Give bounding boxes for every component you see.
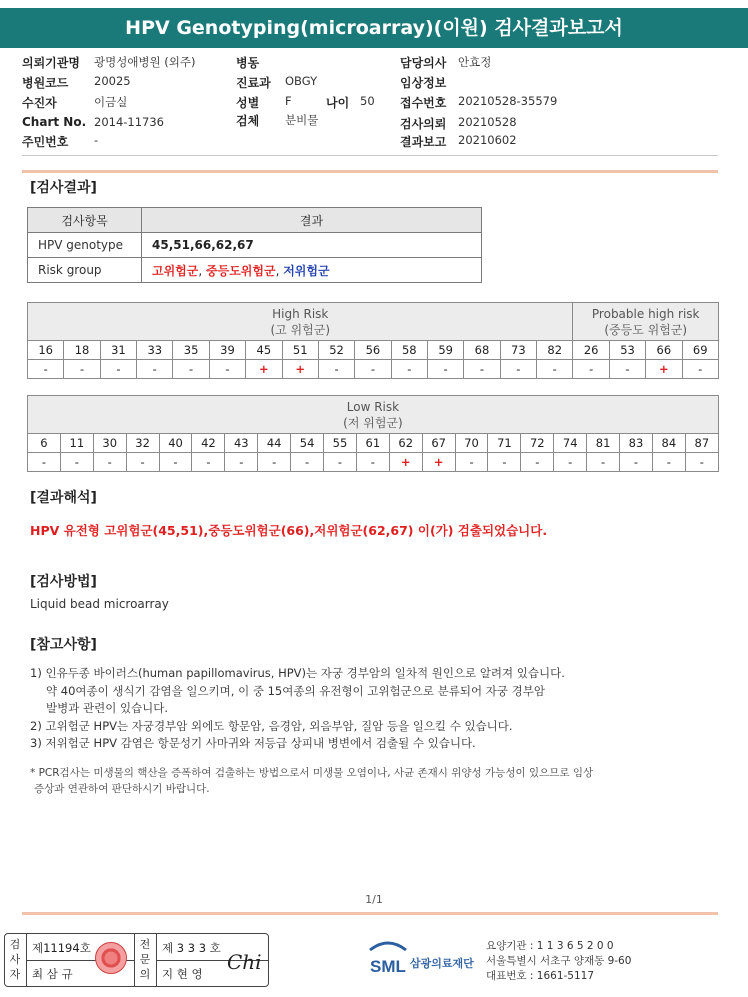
fine-print-line: 증상과 연관하여 판단하시기 바랍니다. [34,782,210,795]
genotype-label: HPV genotype [28,233,142,258]
interpretation-text: HPV 유전형 고위험군(45,51),중등도위험군(66),저위험군(62,67) 이(가) 검출되었습니다. [30,523,548,538]
note-line: 3) 저위험군 HPV 감염은 항문성기 사마귀와 저등급 상피내 병변에서 검출될 수 있습니다. [30,736,476,750]
note-line: 발병과 관련이 있습니다. [46,701,169,715]
institution-value: 광명성애병원 (외주) [94,55,196,69]
doctor-label: 담당의사 [400,56,447,70]
examiner-vertical-label [7,937,23,982]
genotype-cell: 33 [137,341,173,360]
genotype-cell: 45 [246,341,282,360]
company-phone: 대표번호 : 1661-5117 [486,970,595,982]
genotype-cell: 56 [355,341,391,360]
genotype-result-cell: - [685,453,718,472]
genotype-result-cell: - [258,453,291,472]
genotype-result-cell: + [646,360,682,379]
genotype-result-cell: - [324,453,357,472]
ward-label: 병동 [236,56,260,70]
genotype-cell: 74 [554,434,587,453]
genotype-cell: 53 [609,341,645,360]
genotype-result-cell: - [356,453,389,472]
dept-label: 진료과 [236,76,271,90]
company-info [486,939,631,984]
genotype-result-cell: - [137,360,173,379]
risk-sep: , [198,263,207,278]
section-notes-title: [참고사항] [30,637,97,653]
low-risk-title: Low Risk [346,399,400,414]
risk-value [142,258,482,283]
genotype-cell: 58 [391,341,427,360]
col-item-header: 검사항목 [28,208,142,233]
chart-value: 2014-11736 [94,115,164,129]
genotype-result-cell: - [587,453,620,472]
chart-label: Chart No. [22,115,87,129]
genotype-result-cell: - [609,360,645,379]
risk-label: Risk group [28,258,142,283]
specialist-signature: Chi [227,950,262,974]
patient-label: 수진자 [22,96,57,110]
genotype-cell: 42 [192,434,225,453]
genotype-result-cell: - [391,360,427,379]
genotype-cell: 87 [685,434,718,453]
genotype-cell: 55 [324,434,357,453]
rrn-label: 주민번호 [22,135,69,149]
genotype-result-cell: - [652,453,685,472]
specialist-label-char: 의 [139,968,151,981]
risk-mid: 중등도위험군 [206,263,276,278]
risk-low: 저위험군 [283,263,330,278]
report-label: 결과보고 [400,135,447,149]
method-text: Liquid bead microarray [30,597,169,611]
genotype-cell: 54 [291,434,324,453]
genotype-cell: 62 [389,434,422,453]
genotype-result-cell: - [126,453,159,472]
genotype-result-cell: - [225,453,258,472]
specialist-label-char: 전 [139,938,151,951]
sex-label: 성별 [236,96,260,110]
genotype-result-cell: - [209,360,245,379]
genotype-cell: 43 [225,434,258,453]
code-label: 병원코드 [22,76,69,90]
genotype-result-cell: - [60,453,93,472]
genotype-result-cell: - [521,453,554,472]
genotype-result-cell: - [159,453,192,472]
examiner-name: 최 삼 규 [32,967,73,981]
code-value: 20025 [94,74,131,88]
genotype-cell: 26 [573,341,609,360]
clinical-label: 임상정보 [400,76,447,90]
section-result-title: [검사결과] [30,180,97,196]
genotype-result-cell: - [464,360,500,379]
company-name: 삼광의료재단 [410,957,474,970]
company-address: 서울특별시 서초구 양재동 9-60 [486,955,632,967]
high-risk-title: High Risk [272,306,329,321]
notes-list [30,665,565,753]
risk-sep: , [275,263,284,278]
genotype-result-cell: - [28,453,61,472]
genotype-result-cell: - [28,360,64,379]
result-table [27,207,482,283]
genotype-cell: 84 [652,434,685,453]
genotype-value: 45,51,66,62,67 [142,233,482,258]
high-risk-subtitle: (고 위험군) [270,322,330,337]
genotype-result-cell: - [427,360,463,379]
low-risk-header [28,396,719,434]
genotype-cell: 30 [93,434,126,453]
patient-value: 이금실 [94,95,128,109]
genotype-cell: 31 [100,341,136,360]
examiner-label-char: 자 [9,968,21,981]
request-value: 20210528 [458,115,517,129]
genotype-result-cell: - [64,360,100,379]
fine-print [30,766,593,797]
genotype-cell: 44 [258,434,291,453]
genotype-result-cell: - [682,360,718,379]
report-title: HPV Genotyping(microarray)(이원) 검사결과보고서 [0,8,748,48]
genotype-cell: 51 [282,341,318,360]
genotype-result-cell: + [389,453,422,472]
sex-value: F [285,94,292,108]
genotype-cell: 16 [28,341,64,360]
specialist-label-char: 문 [139,953,151,966]
genotype-cell: 35 [173,341,209,360]
genotype-cell: 70 [455,434,488,453]
genotype-result-cell: - [100,360,136,379]
genotype-cell: 61 [356,434,389,453]
divider [22,912,718,915]
genotype-cell: 52 [318,341,354,360]
specimen-label: 검체 [236,114,260,128]
signature-box [4,933,269,987]
accession-label: 접수번호 [400,96,447,110]
genotype-cell: 11 [60,434,93,453]
genotype-cell: 18 [64,341,100,360]
probable-risk-title: Probable high risk [591,306,700,321]
institution-code: 요양기관 : 1 1 3 6 5 2 0 0 [486,940,614,952]
probable-risk-header [573,303,718,341]
genotype-cell: 69 [682,341,718,360]
genotype-cell: 82 [537,341,573,360]
institution-label: 의뢰기관명 [22,56,80,70]
genotype-result-cell: - [554,453,587,472]
report-value: 20210602 [458,133,517,147]
specialist-vertical-label [137,937,153,982]
doctor-value: 안효정 [458,55,492,69]
genotype-cell: 81 [587,434,620,453]
page-number: 1/1 [365,893,383,906]
age-label: 나이 [326,96,350,110]
official-seal-icon [95,942,127,974]
fine-print-line: * PCR검사는 미생물의 핵산을 증폭하여 검출하는 방법으로서 미생물 오염이나, 사균 존재시 위양성 가능성이 있으므로 임상 [30,767,594,779]
note-line: 2) 고위험군 HPV는 자궁경부암 외에도 항문암, 음경암, 외음부암, 질암 등을 일으킬 수 있습니다. [30,718,513,733]
divider [22,155,718,156]
genotype-result-cell: + [282,360,318,379]
divider [22,170,718,173]
specialist-name: 지 현 영 [162,967,203,981]
genotype-cell: 83 [620,434,653,453]
rrn-value: - [94,133,99,147]
genotype-result-cell: - [620,453,653,472]
section-interpretation-title: [결과해석] [30,490,97,506]
genotype-cell: 59 [427,341,463,360]
genotype-cell: 73 [500,341,536,360]
low-risk-subtitle: (저 위험군) [343,415,403,430]
genotype-cell: 68 [464,341,500,360]
note-line: 1) 인유두종 바이러스(human papillomavirus, HPV)는 자궁 경부암의 일차적 원인으로 알려져 있습니다. [30,666,565,680]
dept-value: OBGY [285,74,318,88]
genotype-cell: 67 [422,434,455,453]
risk-high: 고위험군 [152,263,199,278]
section-method-title: [검사방법] [30,574,97,590]
examiner-label-char: 사 [9,953,21,966]
col-result-header: 결과 [142,208,482,233]
genotype-cell: 40 [159,434,192,453]
high-risk-header [28,303,573,341]
request-label: 검사의뢰 [400,117,447,131]
specialist-license: 제 3 3 3 호 [162,941,221,955]
genotype-result-cell: + [246,360,282,379]
genotype-result-cell: - [455,453,488,472]
sml-logo-icon [366,938,410,980]
genotype-result-cell: - [93,453,126,472]
note-line: 약 40여종이 생식기 감염을 일으키며, 이 중 15여종의 유전형이 고위험군으로 분류되어 자궁 경부암 [46,683,545,698]
genotype-result-cell: - [291,453,324,472]
genotype-result-cell: - [500,360,536,379]
genotype-result-cell: + [422,453,455,472]
logo-text: SML [370,957,406,976]
genotype-cell: 6 [28,434,61,453]
examiner-label-char: 검 [9,938,21,951]
genotype-result-cell: - [173,360,209,379]
accession-value: 20210528-35579 [458,94,558,108]
probable-risk-subtitle: (중등도 위험군) [604,322,688,337]
age-value: 50 [360,94,375,108]
genotype-result-cell: - [192,453,225,472]
genotype-cell: 66 [646,341,682,360]
genotype-result-cell: - [573,360,609,379]
genotype-result-cell: - [488,453,521,472]
genotype-result-cell: - [537,360,573,379]
genotype-cell: 32 [126,434,159,453]
genotype-result-cell: - [355,360,391,379]
examiner-license: 제11194호 [32,941,91,955]
high-risk-table [27,302,719,379]
genotype-cell: 39 [209,341,245,360]
low-risk-table [27,395,719,472]
genotype-cell: 72 [521,434,554,453]
genotype-cell: 71 [488,434,521,453]
specimen-value: 분비물 [285,113,319,127]
genotype-result-cell: - [318,360,354,379]
